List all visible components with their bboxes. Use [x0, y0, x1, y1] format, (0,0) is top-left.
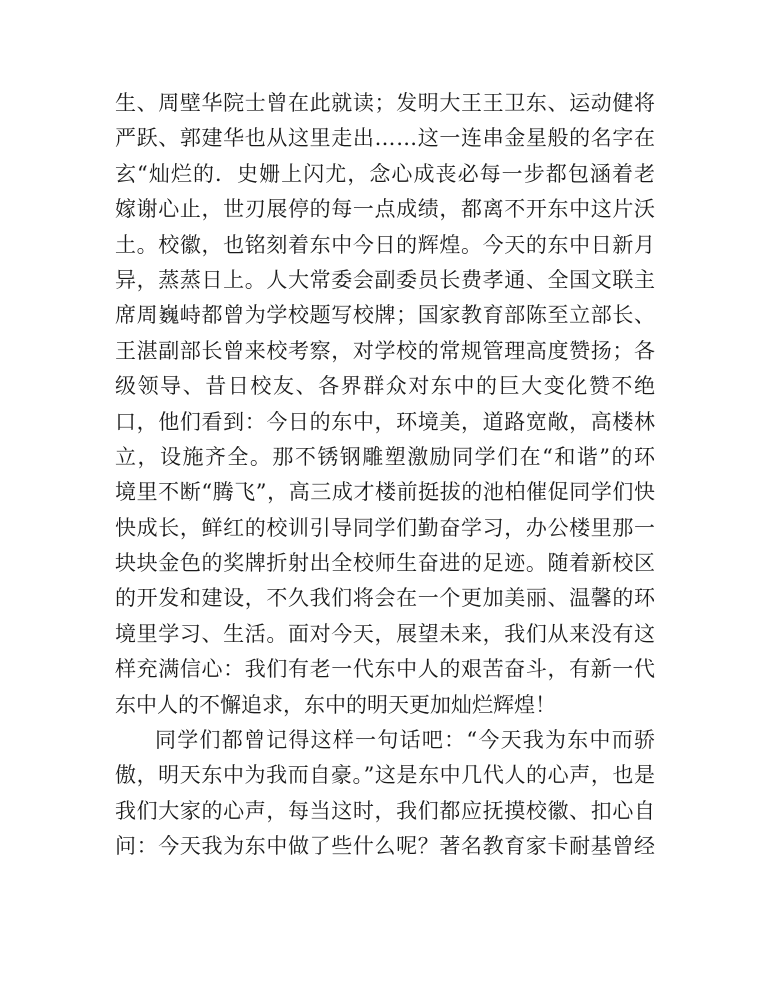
text-line: 生、周壁华院士曾在此就读；发明大王王卫东、运动健将: [115, 91, 656, 115]
text-line: 嫁谢心止，世刃展停的每一点成绩，都离不开东中这片沃: [115, 197, 656, 222]
text-line: 样充满信心：我们有老一代东中人的艰苦奋斗，有新一代: [115, 657, 656, 682]
text-line: 问：今天我为东中做了些什么呢？著名教育家卡耐基曾经: [115, 834, 656, 859]
paragraph-first-line: 同学们都曾记得这样一句话吧：“今天我为东中而骄: [155, 728, 657, 753]
text-line: 土。校徽，也铭刻着东中今日的辉煌。今天的东中日新月: [115, 232, 656, 257]
text-line: 的开发和建设，不久我们将会在一个更加美丽、温馨的环: [115, 586, 656, 611]
text-line: 傲，明天东中为我而自豪。”这是东中几代人的心声，也是: [115, 763, 656, 788]
text-line: 境里不断“腾飞”，高三成才楼前挺拔的池柏催促同学们快: [115, 480, 656, 505]
text-line: 级领导、昔日校友、各界群众对东中的巨大变化赞不绝: [115, 374, 657, 399]
text-line: 东中人的不懈追求，东中的明天更加灿烂辉煌！: [115, 692, 556, 717]
text-line: 异，蒸蒸日上。人大常委会副委员长费孝通、全国文联主: [115, 267, 656, 292]
text-line: 立，设施齐全。那不锈钢雕塑激励同学们在“和谐”的环: [115, 444, 657, 469]
text-line: 玄“灿烂的．史姗上闪尤，念心成丧必每一步都包涵着老: [115, 161, 657, 186]
text-line: 快成长，鲜红的校训引导同学们勤奋学习，办公楼里那一: [115, 515, 656, 540]
text-line: 块块金色的奖牌折射出全校师生奋进的足迹。随着新校区: [115, 551, 656, 576]
text-line: 王湛副部长曾来校考察，对学校的常规管理高度赞扬；各: [115, 338, 656, 363]
text-line: 境里学习、生活。面对今天，展望未来，我们从来没有这: [115, 621, 656, 646]
text-line: 席周巍峙都曾为学校题写校牌；国家教育部陈至立部长、: [115, 303, 656, 328]
text-line: 口，他们看到：今日的东中，环境美，道路宽敞，高楼林: [115, 409, 656, 434]
text-line: 严跃、郭建华也从这里走出……这一连串金星般的名字在: [115, 126, 656, 151]
text-line: 我们大家的心声，每当这时，我们都应抚摸校徽、扣心自: [115, 798, 656, 823]
body-text: [115, 86, 655, 865]
